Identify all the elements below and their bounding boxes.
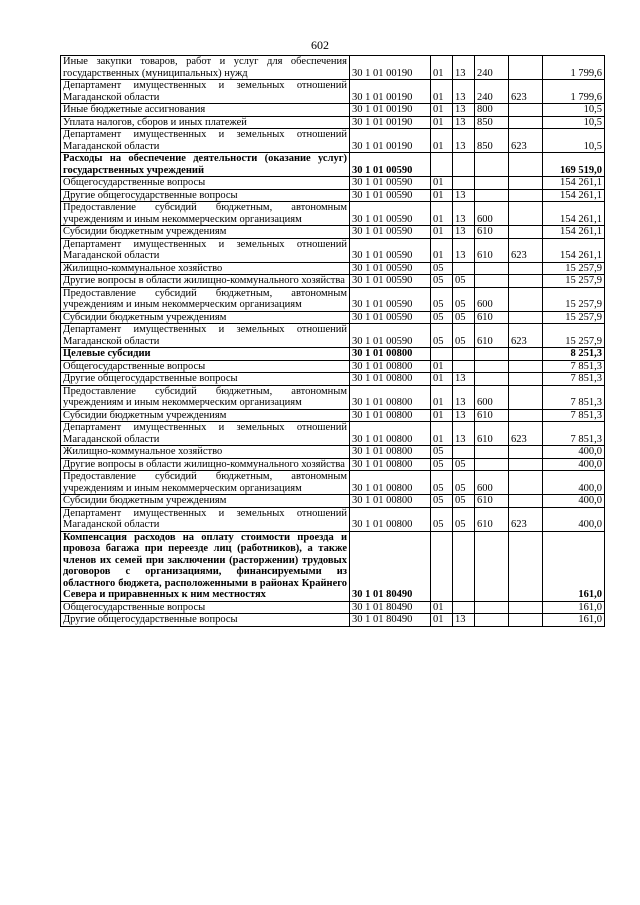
row-name-cell: Департамент имущественных и земельных отношений Магаданской области <box>61 238 350 262</box>
row-section-cell: 01 <box>431 373 453 386</box>
row-section-cell <box>431 348 453 361</box>
row-code-cell: 30 1 01 00590 <box>350 226 431 239</box>
row-expense-type-cell: 600 <box>475 202 509 226</box>
row-section-cell: 01 <box>431 177 453 190</box>
row-subsection-cell <box>453 177 475 190</box>
row-sum-cell: 7 851,3 <box>543 422 605 446</box>
row-expense-type-cell <box>475 189 509 202</box>
table-row <box>61 116 605 129</box>
row-subsection-cell: 05 <box>453 287 475 311</box>
row-administrator-cell <box>509 189 543 202</box>
row-administrator-cell <box>509 287 543 311</box>
table-row <box>61 507 605 531</box>
row-sum-cell: 154 261,1 <box>543 189 605 202</box>
row-name-cell: Целевые субсидии <box>61 348 350 361</box>
row-administrator-cell: 623 <box>509 129 543 153</box>
row-name-cell: Уплата налогов, сборов и иных платежей <box>61 116 350 129</box>
table-row <box>61 422 605 446</box>
row-administrator-cell <box>509 385 543 409</box>
row-expense-type-cell: 610 <box>475 238 509 262</box>
table-row <box>61 531 605 601</box>
row-name-cell: Иные закупки товаров, работ и услуг для обеспечения государственных (муниципальных) нужд <box>61 56 350 80</box>
row-subsection-cell: 13 <box>453 116 475 129</box>
row-subsection-cell: 13 <box>453 385 475 409</box>
row-expense-type-cell <box>475 348 509 361</box>
row-name-cell: Другие общегосударственные вопросы <box>61 373 350 386</box>
row-subsection-cell: 13 <box>453 56 475 80</box>
row-administrator-cell <box>509 56 543 80</box>
row-administrator-cell <box>509 104 543 117</box>
table-row <box>61 262 605 275</box>
row-code-cell: 30 1 01 80490 <box>350 531 431 601</box>
row-section-cell: 05 <box>431 311 453 324</box>
row-code-cell: 30 1 01 00590 <box>350 189 431 202</box>
row-subsection-cell <box>453 348 475 361</box>
row-sum-cell: 400,0 <box>543 446 605 459</box>
row-code-cell: 30 1 01 00800 <box>350 348 431 361</box>
row-section-cell: 01 <box>431 601 453 614</box>
row-expense-type-cell: 240 <box>475 56 509 80</box>
table-row <box>61 409 605 422</box>
row-code-cell: 30 1 01 80490 <box>350 614 431 627</box>
budget-table-body <box>61 56 605 627</box>
row-sum-cell: 7 851,3 <box>543 360 605 373</box>
row-sum-cell: 1 799,6 <box>543 80 605 104</box>
row-name-cell: Другие общегосударственные вопросы <box>61 614 350 627</box>
row-subsection-cell: 13 <box>453 80 475 104</box>
row-sum-cell: 154 261,1 <box>543 238 605 262</box>
row-name-cell: Департамент имущественных и земельных отношений Магаданской области <box>61 507 350 531</box>
table-row <box>61 324 605 348</box>
row-section-cell: 05 <box>431 458 453 471</box>
row-sum-cell: 169 519,0 <box>543 153 605 177</box>
row-subsection-cell: 13 <box>453 422 475 446</box>
row-code-cell: 30 1 01 00800 <box>350 458 431 471</box>
row-section-cell: 01 <box>431 202 453 226</box>
row-expense-type-cell <box>475 531 509 601</box>
row-administrator-cell <box>509 373 543 386</box>
row-sum-cell: 1 799,6 <box>543 56 605 80</box>
row-section-cell: 01 <box>431 80 453 104</box>
row-administrator-cell <box>509 601 543 614</box>
row-code-cell: 30 1 01 00190 <box>350 80 431 104</box>
table-row <box>61 601 605 614</box>
row-subsection-cell: 13 <box>453 238 475 262</box>
row-expense-type-cell <box>475 446 509 459</box>
row-expense-type-cell <box>475 614 509 627</box>
row-expense-type-cell: 240 <box>475 80 509 104</box>
row-subsection-cell: 05 <box>453 458 475 471</box>
row-code-cell: 30 1 01 00800 <box>350 409 431 422</box>
row-administrator-cell <box>509 348 543 361</box>
row-sum-cell: 8 251,3 <box>543 348 605 361</box>
row-code-cell: 30 1 01 00800 <box>350 422 431 446</box>
row-subsection-cell: 05 <box>453 275 475 288</box>
row-administrator-cell <box>509 531 543 601</box>
row-subsection-cell <box>453 153 475 177</box>
row-name-cell: Субсидии бюджетным учреждениям <box>61 495 350 508</box>
row-section-cell: 01 <box>431 104 453 117</box>
row-expense-type-cell: 850 <box>475 116 509 129</box>
row-name-cell: Департамент имущественных и земельных отношений Магаданской области <box>61 422 350 446</box>
table-row <box>61 458 605 471</box>
row-expense-type-cell <box>475 262 509 275</box>
row-subsection-cell <box>453 446 475 459</box>
row-administrator-cell <box>509 311 543 324</box>
row-code-cell: 30 1 01 00590 <box>350 311 431 324</box>
row-expense-type-cell <box>475 360 509 373</box>
row-code-cell: 30 1 01 00590 <box>350 153 431 177</box>
table-row <box>61 471 605 495</box>
table-row <box>61 446 605 459</box>
row-section-cell: 01 <box>431 189 453 202</box>
table-row <box>61 129 605 153</box>
row-expense-type-cell <box>475 275 509 288</box>
row-section-cell: 01 <box>431 614 453 627</box>
row-name-cell: Жилищно-коммунальное хозяйство <box>61 446 350 459</box>
row-code-cell: 30 1 01 00800 <box>350 495 431 508</box>
row-code-cell: 30 1 01 00590 <box>350 177 431 190</box>
row-subsection-cell: 13 <box>453 373 475 386</box>
budget-table <box>60 55 605 627</box>
page-number: 602 <box>311 38 329 52</box>
row-code-cell: 30 1 01 80490 <box>350 601 431 614</box>
row-expense-type-cell: 800 <box>475 104 509 117</box>
row-subsection-cell: 05 <box>453 324 475 348</box>
row-administrator-cell <box>509 409 543 422</box>
row-name-cell: Общегосударственные вопросы <box>61 360 350 373</box>
row-subsection-cell: 05 <box>453 495 475 508</box>
row-sum-cell: 15 257,9 <box>543 262 605 275</box>
row-sum-cell: 161,0 <box>543 531 605 601</box>
table-row <box>61 202 605 226</box>
row-administrator-cell <box>509 471 543 495</box>
row-code-cell: 30 1 01 00800 <box>350 373 431 386</box>
table-row <box>61 495 605 508</box>
row-expense-type-cell: 610 <box>475 311 509 324</box>
row-sum-cell: 10,5 <box>543 129 605 153</box>
table-row <box>61 238 605 262</box>
row-subsection-cell <box>453 601 475 614</box>
row-code-cell: 30 1 01 00590 <box>350 238 431 262</box>
row-expense-type-cell: 850 <box>475 129 509 153</box>
row-code-cell: 30 1 01 00590 <box>350 324 431 348</box>
row-section-cell: 01 <box>431 422 453 446</box>
row-expense-type-cell: 610 <box>475 495 509 508</box>
row-subsection-cell: 05 <box>453 311 475 324</box>
row-administrator-cell <box>509 262 543 275</box>
row-expense-type-cell: 610 <box>475 226 509 239</box>
row-expense-type-cell: 610 <box>475 324 509 348</box>
row-subsection-cell: 13 <box>453 104 475 117</box>
table-row <box>61 56 605 80</box>
row-administrator-cell <box>509 360 543 373</box>
row-sum-cell: 161,0 <box>543 614 605 627</box>
row-name-cell: Другие общегосударственные вопросы <box>61 189 350 202</box>
row-expense-type-cell: 610 <box>475 409 509 422</box>
row-subsection-cell: 13 <box>453 202 475 226</box>
row-code-cell: 30 1 01 00800 <box>350 385 431 409</box>
row-administrator-cell <box>509 614 543 627</box>
row-expense-type-cell <box>475 601 509 614</box>
row-sum-cell: 7 851,3 <box>543 373 605 386</box>
row-administrator-cell: 623 <box>509 422 543 446</box>
row-name-cell: Другие вопросы в области жилищно-коммунального хозяйства <box>61 458 350 471</box>
row-name-cell: Расходы на обеспечение деятельности (оказание услуг) государственных учреждений <box>61 153 350 177</box>
row-sum-cell: 161,0 <box>543 601 605 614</box>
row-name-cell: Другие вопросы в области жилищно-коммунального хозяйства <box>61 275 350 288</box>
table-row <box>61 153 605 177</box>
row-code-cell: 30 1 01 00800 <box>350 446 431 459</box>
row-section-cell: 01 <box>431 409 453 422</box>
row-code-cell: 30 1 01 00800 <box>350 507 431 531</box>
row-administrator-cell <box>509 116 543 129</box>
row-name-cell: Предоставление субсидий бюджетным, автономным учреждениям и иным некоммерческим организациям <box>61 202 350 226</box>
row-section-cell: 01 <box>431 116 453 129</box>
row-code-cell: 30 1 01 00590 <box>350 287 431 311</box>
row-name-cell: Департамент имущественных и земельных отношений Магаданской области <box>61 324 350 348</box>
row-section-cell: 05 <box>431 324 453 348</box>
row-code-cell: 30 1 01 00800 <box>350 471 431 495</box>
row-sum-cell: 154 261,1 <box>543 226 605 239</box>
row-expense-type-cell: 600 <box>475 287 509 311</box>
row-subsection-cell: 13 <box>453 614 475 627</box>
row-section-cell: 01 <box>431 385 453 409</box>
row-subsection-cell: 05 <box>453 471 475 495</box>
row-sum-cell: 154 261,1 <box>543 177 605 190</box>
row-name-cell: Субсидии бюджетным учреждениям <box>61 409 350 422</box>
row-administrator-cell <box>509 202 543 226</box>
row-expense-type-cell <box>475 373 509 386</box>
row-name-cell: Жилищно-коммунальное хозяйство <box>61 262 350 275</box>
row-sum-cell: 154 261,1 <box>543 202 605 226</box>
row-expense-type-cell: 610 <box>475 422 509 446</box>
table-row <box>61 373 605 386</box>
table-row <box>61 275 605 288</box>
row-code-cell: 30 1 01 00190 <box>350 116 431 129</box>
row-name-cell: Общегосударственные вопросы <box>61 601 350 614</box>
row-name-cell: Общегосударственные вопросы <box>61 177 350 190</box>
row-name-cell: Департамент имущественных и земельных отношений Магаданской области <box>61 129 350 153</box>
table-row <box>61 80 605 104</box>
row-administrator-cell: 623 <box>509 80 543 104</box>
row-administrator-cell <box>509 446 543 459</box>
row-administrator-cell <box>509 458 543 471</box>
row-subsection-cell: 13 <box>453 409 475 422</box>
row-section-cell: 05 <box>431 495 453 508</box>
row-sum-cell: 400,0 <box>543 471 605 495</box>
row-sum-cell: 400,0 <box>543 495 605 508</box>
table-row <box>61 226 605 239</box>
table-row <box>61 104 605 117</box>
row-code-cell: 30 1 01 00590 <box>350 202 431 226</box>
row-administrator-cell <box>509 177 543 190</box>
row-sum-cell: 10,5 <box>543 116 605 129</box>
row-name-cell: Субсидии бюджетным учреждениям <box>61 311 350 324</box>
row-expense-type-cell <box>475 177 509 190</box>
row-administrator-cell <box>509 153 543 177</box>
row-sum-cell: 15 257,9 <box>543 324 605 348</box>
table-row <box>61 348 605 361</box>
row-subsection-cell <box>453 360 475 373</box>
row-subsection-cell <box>453 531 475 601</box>
row-subsection-cell <box>453 262 475 275</box>
table-row <box>61 385 605 409</box>
row-expense-type-cell: 610 <box>475 507 509 531</box>
row-name-cell: Предоставление субсидий бюджетным, автономным учреждениям и иным некоммерческим организациям <box>61 385 350 409</box>
row-section-cell: 01 <box>431 238 453 262</box>
table-row <box>61 311 605 324</box>
row-administrator-cell <box>509 275 543 288</box>
row-sum-cell: 7 851,3 <box>543 409 605 422</box>
row-expense-type-cell: 600 <box>475 471 509 495</box>
row-expense-type-cell <box>475 153 509 177</box>
table-row <box>61 177 605 190</box>
row-code-cell: 30 1 01 00190 <box>350 56 431 80</box>
row-name-cell: Предоставление субсидий бюджетным, автономным учреждениям и иным некоммерческим организациям <box>61 471 350 495</box>
row-sum-cell: 15 257,9 <box>543 275 605 288</box>
row-section-cell <box>431 531 453 601</box>
row-section-cell: 05 <box>431 471 453 495</box>
row-administrator-cell: 623 <box>509 238 543 262</box>
row-sum-cell: 400,0 <box>543 507 605 531</box>
row-expense-type-cell: 600 <box>475 385 509 409</box>
row-code-cell: 30 1 01 00590 <box>350 275 431 288</box>
row-name-cell: Департамент имущественных и земельных отношений Магаданской области <box>61 80 350 104</box>
table-row <box>61 287 605 311</box>
row-section-cell: 01 <box>431 56 453 80</box>
row-name-cell: Предоставление субсидий бюджетным, автономным учреждениям и иным некоммерческим организациям <box>61 287 350 311</box>
row-administrator-cell: 623 <box>509 507 543 531</box>
row-administrator-cell <box>509 495 543 508</box>
row-section-cell: 01 <box>431 129 453 153</box>
row-sum-cell: 15 257,9 <box>543 287 605 311</box>
row-section-cell <box>431 153 453 177</box>
row-subsection-cell: 13 <box>453 129 475 153</box>
row-code-cell: 30 1 01 00590 <box>350 262 431 275</box>
row-name-cell: Компенсация расходов на оплату стоимости проезда и провоза багажа при переезде лиц (работников), а также членов их семей при заключении (расторжении) трудовых договоров с организациями, финансируемыми из областного бюджета, расположенными в районах Крайнего Севера и приравненных к ним местностях <box>61 531 350 601</box>
row-subsection-cell: 05 <box>453 507 475 531</box>
row-section-cell: 05 <box>431 507 453 531</box>
row-sum-cell: 10,5 <box>543 104 605 117</box>
table-row <box>61 614 605 627</box>
row-administrator-cell: 623 <box>509 324 543 348</box>
table-row <box>61 360 605 373</box>
row-section-cell: 05 <box>431 446 453 459</box>
row-name-cell: Субсидии бюджетным учреждениям <box>61 226 350 239</box>
row-sum-cell: 7 851,3 <box>543 385 605 409</box>
row-subsection-cell: 13 <box>453 189 475 202</box>
row-section-cell: 05 <box>431 262 453 275</box>
row-section-cell: 05 <box>431 275 453 288</box>
table-row <box>61 189 605 202</box>
row-sum-cell: 15 257,9 <box>543 311 605 324</box>
row-sum-cell: 400,0 <box>543 458 605 471</box>
row-section-cell: 01 <box>431 226 453 239</box>
row-section-cell: 05 <box>431 287 453 311</box>
row-section-cell: 01 <box>431 360 453 373</box>
row-administrator-cell <box>509 226 543 239</box>
row-expense-type-cell <box>475 458 509 471</box>
row-code-cell: 30 1 01 00800 <box>350 360 431 373</box>
row-name-cell: Иные бюджетные ассигнования <box>61 104 350 117</box>
row-subsection-cell: 13 <box>453 226 475 239</box>
row-code-cell: 30 1 01 00190 <box>350 129 431 153</box>
row-code-cell: 30 1 01 00190 <box>350 104 431 117</box>
